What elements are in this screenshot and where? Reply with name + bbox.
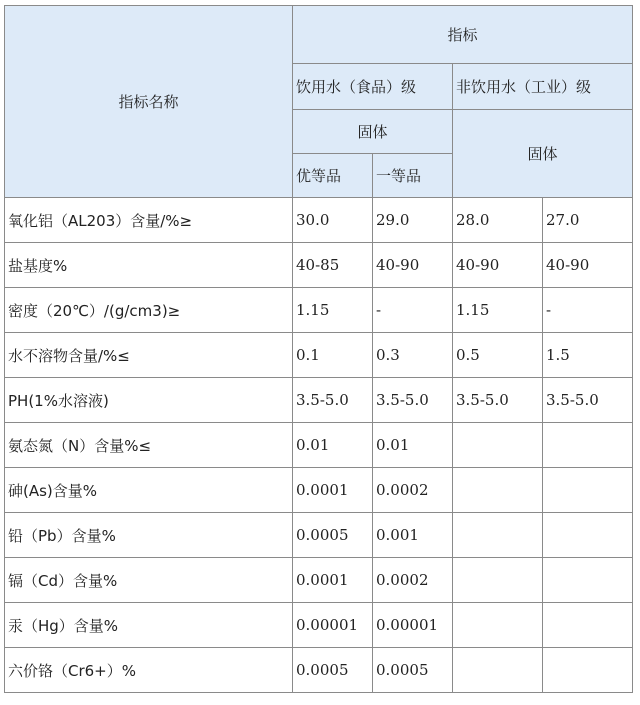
row-value-cell: 0.0002 — [373, 558, 453, 603]
row-value-cell — [543, 648, 633, 693]
row-value-cell: 1.15 — [293, 288, 373, 333]
row-value-cell — [543, 603, 633, 648]
row-value-cell: 28.0 — [453, 198, 543, 243]
row-value-cell: 0.01 — [293, 423, 373, 468]
header-solid-nondrinking: 固体 — [453, 110, 633, 198]
row-value-cell — [543, 423, 633, 468]
row-value-cell: 0.0001 — [293, 468, 373, 513]
spec-table-wrapper — [4, 5, 633, 693]
row-value-cell: - — [543, 288, 633, 333]
table-row — [5, 333, 633, 378]
row-value-cell: 0.0001 — [293, 558, 373, 603]
table-row — [5, 648, 633, 693]
row-value-cell: 3.5-5.0 — [293, 378, 373, 423]
table-row — [5, 288, 633, 333]
row-value-cell: 3.5-5.0 — [373, 378, 453, 423]
row-value-cell — [453, 468, 543, 513]
row-value-cell: 3.5-5.0 — [453, 378, 543, 423]
header-first-grade: 一等品 — [373, 154, 453, 198]
table-row — [5, 558, 633, 603]
row-value-cell — [543, 513, 633, 558]
header-nondrinking-grade: 非饮用水（工业）级 — [453, 64, 633, 110]
row-value-cell: 0.3 — [373, 333, 453, 378]
row-value-cell: 27.0 — [543, 198, 633, 243]
row-value-cell: 0.5 — [453, 333, 543, 378]
row-indicator-name: 汞（Hg）含量% — [5, 603, 293, 648]
row-value-cell: 0.01 — [373, 423, 453, 468]
row-value-cell — [453, 648, 543, 693]
row-value-cell: 40-90 — [453, 243, 543, 288]
row-value-cell: 0.1 — [293, 333, 373, 378]
row-value-cell: 1.15 — [453, 288, 543, 333]
row-value-cell: 0.00001 — [293, 603, 373, 648]
row-indicator-name: 氨态氮（N）含量%≤ — [5, 423, 293, 468]
header-premium-grade: 优等品 — [293, 154, 373, 198]
row-value-cell — [453, 558, 543, 603]
header-indicator-name: 指标名称 — [5, 6, 293, 198]
table-row — [5, 513, 633, 558]
row-value-cell: - — [373, 288, 453, 333]
row-indicator-name: 镉（Cd）含量% — [5, 558, 293, 603]
row-indicator-name: PH(1%水溶液) — [5, 378, 293, 423]
row-indicator-name: 密度（20℃）/(g/cm3)≥ — [5, 288, 293, 333]
row-value-cell: 30.0 — [293, 198, 373, 243]
row-indicator-name: 氧化铝（AL203）含量/%≥ — [5, 198, 293, 243]
row-value-cell: 0.0005 — [373, 648, 453, 693]
row-value-cell: 40-90 — [373, 243, 453, 288]
row-indicator-name: 铅（Pb）含量% — [5, 513, 293, 558]
spec-table — [4, 5, 633, 693]
row-value-cell: 3.5-5.0 — [543, 378, 633, 423]
row-value-cell: 40-90 — [543, 243, 633, 288]
row-indicator-name: 砷(As)含量% — [5, 468, 293, 513]
row-value-cell: 0.0005 — [293, 648, 373, 693]
row-value-cell: 40-85 — [293, 243, 373, 288]
row-value-cell — [543, 558, 633, 603]
table-row — [5, 603, 633, 648]
header-indicator: 指标 — [293, 6, 633, 64]
row-indicator-name: 六价铬（Cr6+）% — [5, 648, 293, 693]
row-value-cell: 0.001 — [373, 513, 453, 558]
row-value-cell: 0.0002 — [373, 468, 453, 513]
row-value-cell: 0.0005 — [293, 513, 373, 558]
header-solid-drinking: 固体 — [293, 110, 453, 154]
row-value-cell: 29.0 — [373, 198, 453, 243]
row-value-cell: 1.5 — [543, 333, 633, 378]
table-row — [5, 243, 633, 288]
table-row — [5, 198, 633, 243]
table-row — [5, 378, 633, 423]
row-value-cell — [543, 468, 633, 513]
table-row — [5, 423, 633, 468]
table-row — [5, 468, 633, 513]
row-value-cell — [453, 513, 543, 558]
row-indicator-name: 盐基度% — [5, 243, 293, 288]
row-value-cell: 0.00001 — [373, 603, 453, 648]
row-value-cell — [453, 603, 543, 648]
header-drinking-grade: 饮用水（食品）级 — [293, 64, 453, 110]
row-value-cell — [453, 423, 543, 468]
row-indicator-name: 水不溶物含量/%≤ — [5, 333, 293, 378]
